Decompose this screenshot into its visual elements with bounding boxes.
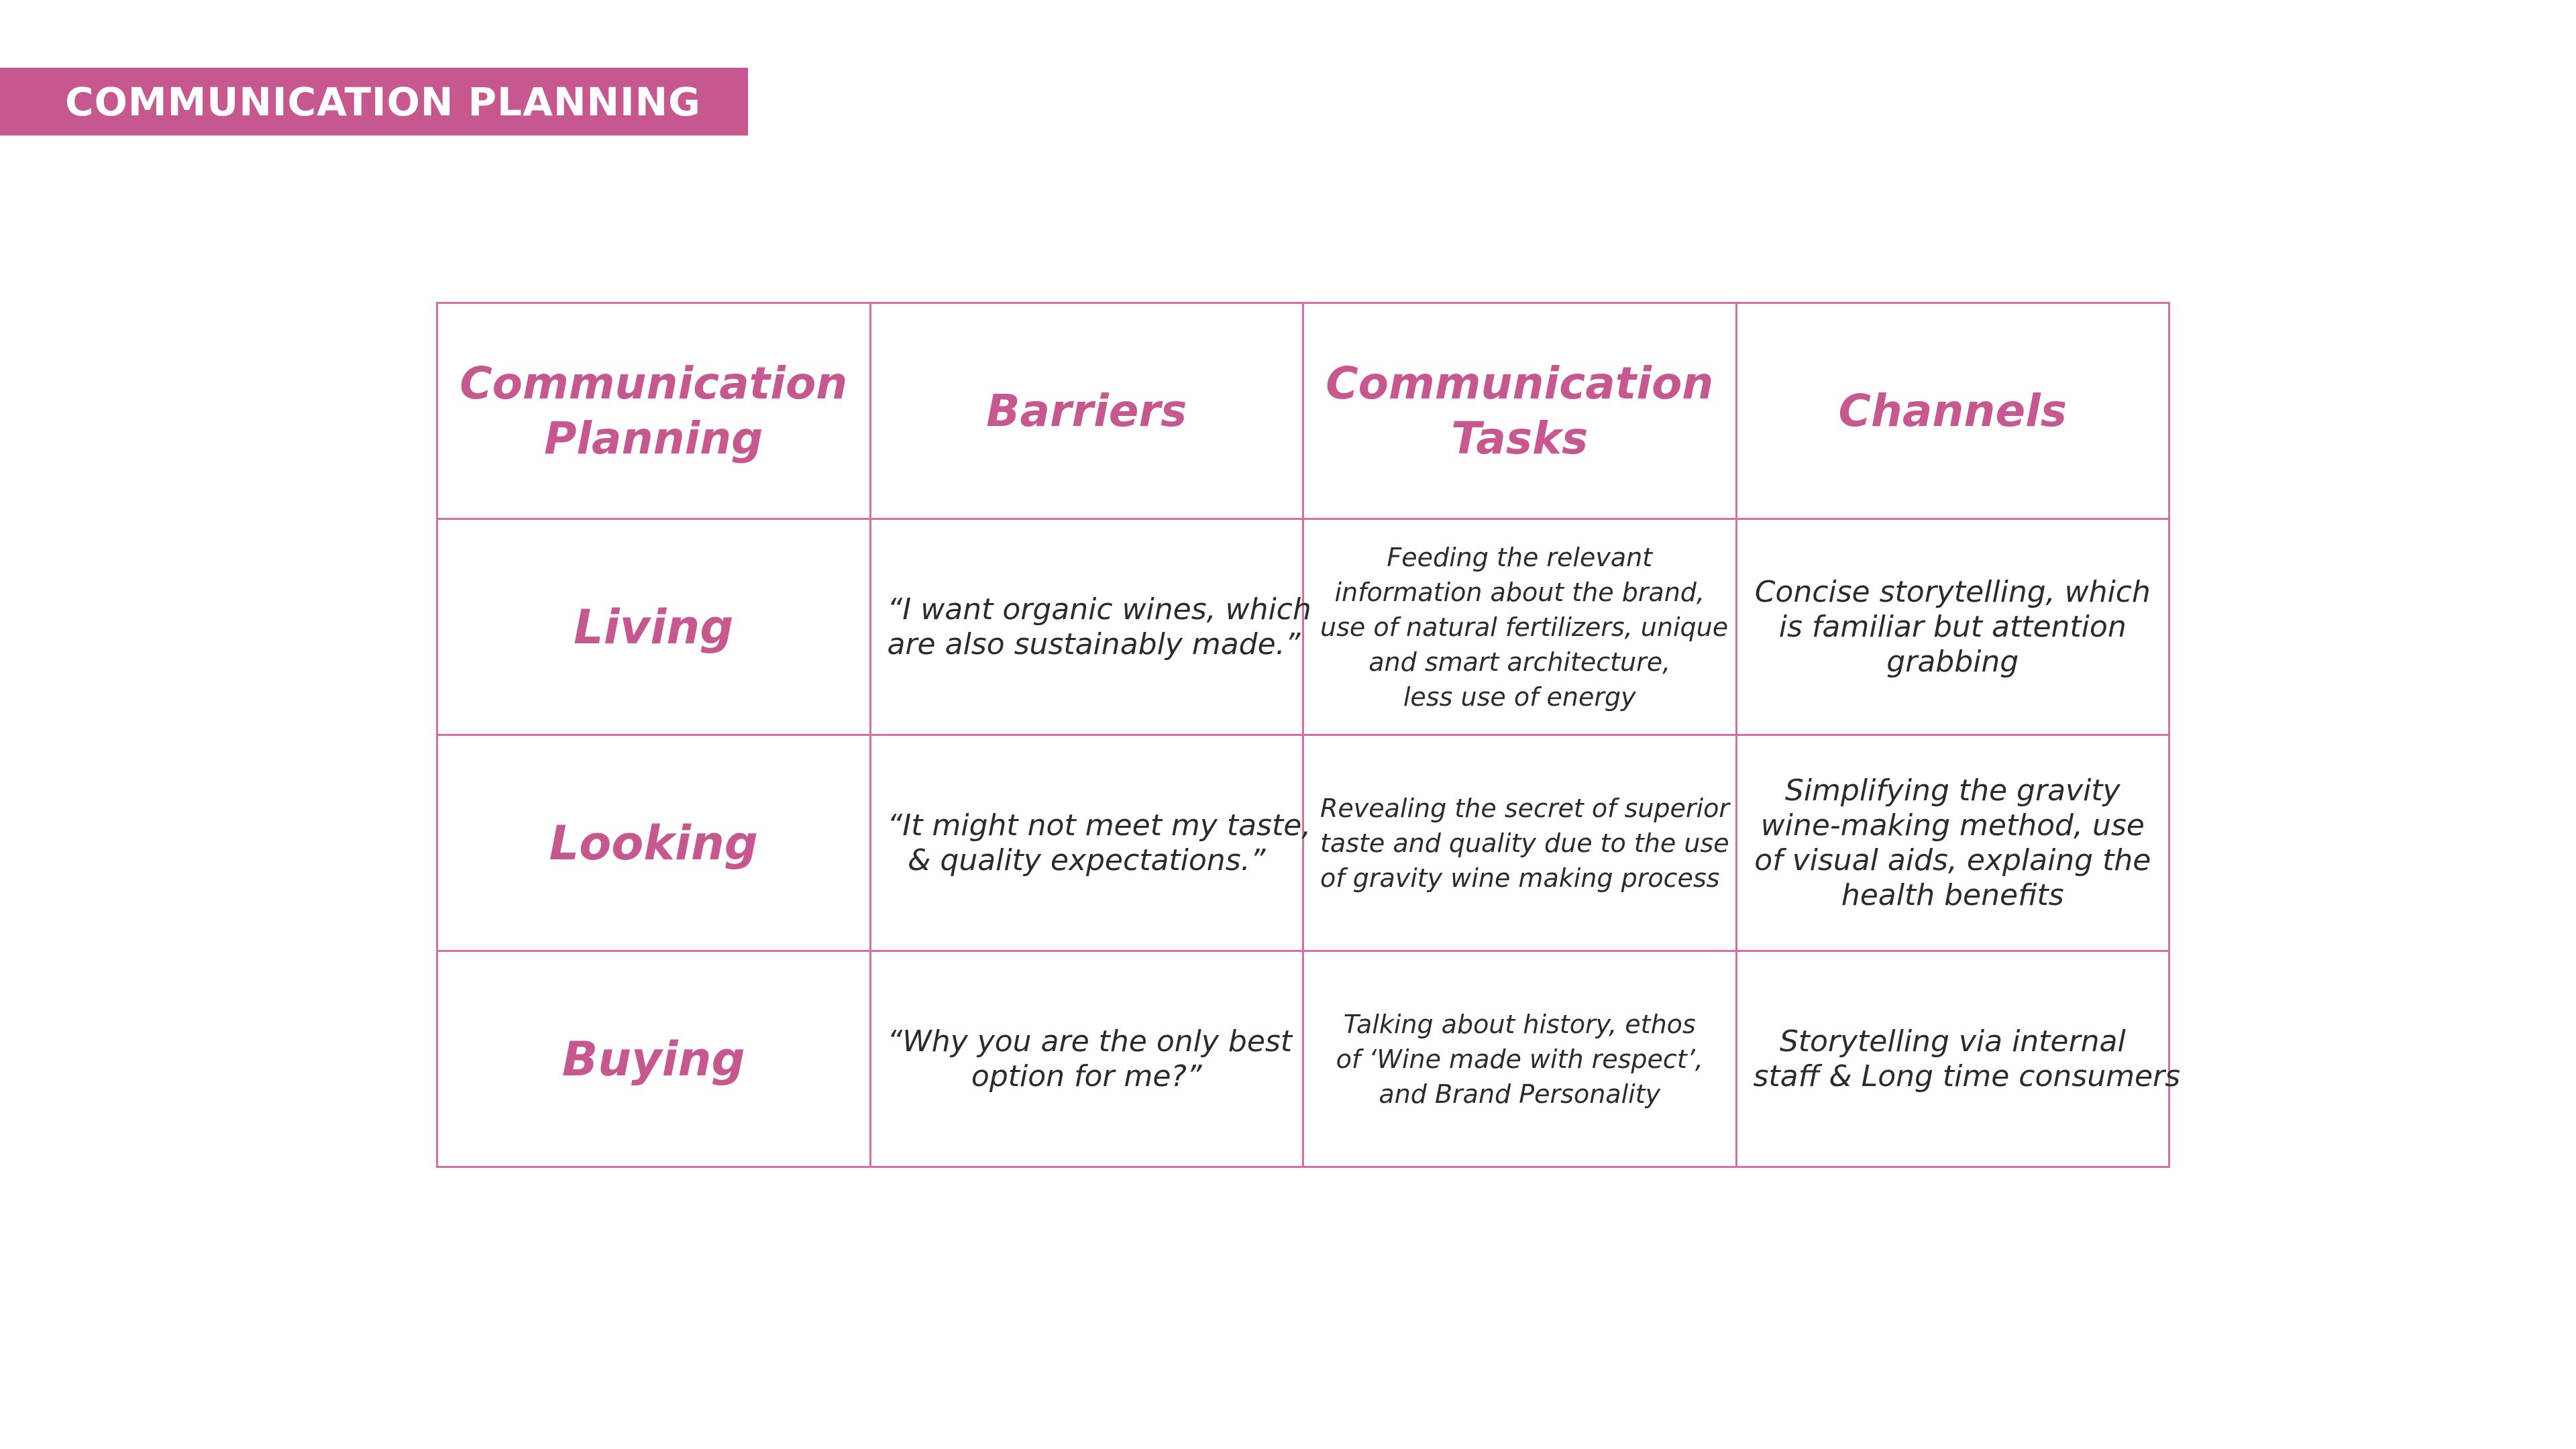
barrier-cell	[870, 951, 1303, 1167]
stage-label: Looking	[549, 815, 758, 871]
cell-line: of ‘Wine made with respect’,	[1336, 1044, 1703, 1074]
cell-line: Talking about history, ethos	[1343, 1009, 1696, 1039]
header-line: Planning	[544, 412, 763, 464]
cell-line: of gravity wine making process	[1320, 863, 1720, 893]
cell-line: “It might not meet my taste,	[887, 808, 1311, 843]
cell-line: option for me?”	[971, 1059, 1202, 1093]
cell-line: of visual aids, explaing the	[1754, 843, 2151, 877]
header-line: Communication	[460, 357, 848, 409]
cell-line: Simplifying the gravity	[1784, 773, 2121, 808]
barrier-cell	[870, 519, 1311, 735]
task-cell	[1303, 951, 1737, 1167]
cell-line: Feeding the relevant	[1387, 542, 1653, 572]
cell-line: staff & Long time consumers	[1753, 1059, 2181, 1093]
stage-cell	[437, 519, 871, 735]
page-title: COMMUNICATION PLANNING	[65, 78, 701, 125]
header-communication-tasks	[1303, 303, 1737, 519]
header-line: Barriers	[986, 384, 1187, 437]
communication-planning-table	[436, 302, 2181, 1168]
header-barriers	[870, 303, 1303, 519]
channel-cell	[1736, 519, 2169, 735]
cell-line: and smart architecture,	[1368, 647, 1671, 677]
header-channels	[1736, 303, 2169, 519]
cell-line: health benefits	[1841, 877, 2064, 912]
cell-line: & quality expectations.”	[908, 843, 1266, 877]
cell-line: Revealing the secret of superior	[1320, 793, 1729, 823]
stage-label: Living	[574, 599, 734, 655]
header-line: Tasks	[1451, 412, 1589, 464]
header-communication-planning	[437, 303, 871, 519]
title-banner	[0, 68, 748, 136]
cell-line: taste and quality due to the use	[1320, 828, 1729, 858]
cell-line: “I want organic wines, which	[887, 592, 1311, 627]
channel-cell	[1736, 951, 2181, 1167]
cell-line: Concise storytelling, which	[1754, 574, 2151, 609]
cell-line: use of natural fertilizers, unique	[1320, 612, 1729, 642]
stage-cell	[437, 951, 871, 1167]
task-cell	[1303, 735, 1737, 951]
cell-line: is familiar but attention	[1778, 609, 2127, 644]
cell-line: grabbing	[1886, 644, 2019, 679]
stage-label: Buying	[561, 1031, 745, 1087]
table-row	[437, 735, 2169, 951]
cell-line: information about the brand,	[1334, 577, 1705, 607]
task-cell	[1303, 519, 1737, 735]
cell-line: and Brand Personality	[1379, 1079, 1661, 1109]
table-header-row	[437, 303, 2169, 519]
barrier-cell	[870, 735, 1311, 951]
cell-line: “Why you are the only best	[887, 1024, 1293, 1059]
header-line: Channels	[1838, 384, 2068, 437]
table-row	[437, 519, 2169, 735]
cell-line: less use of energy	[1403, 682, 1636, 712]
header-line: Communication	[1326, 357, 1714, 409]
channel-cell	[1736, 735, 2169, 951]
table-row	[437, 951, 2169, 1167]
cell-line: wine-making method, use	[1760, 808, 2145, 843]
cell-line: are also sustainably made.”	[887, 627, 1301, 661]
stage-cell	[437, 735, 871, 951]
cell-line: Storytelling via internal	[1779, 1024, 2126, 1059]
